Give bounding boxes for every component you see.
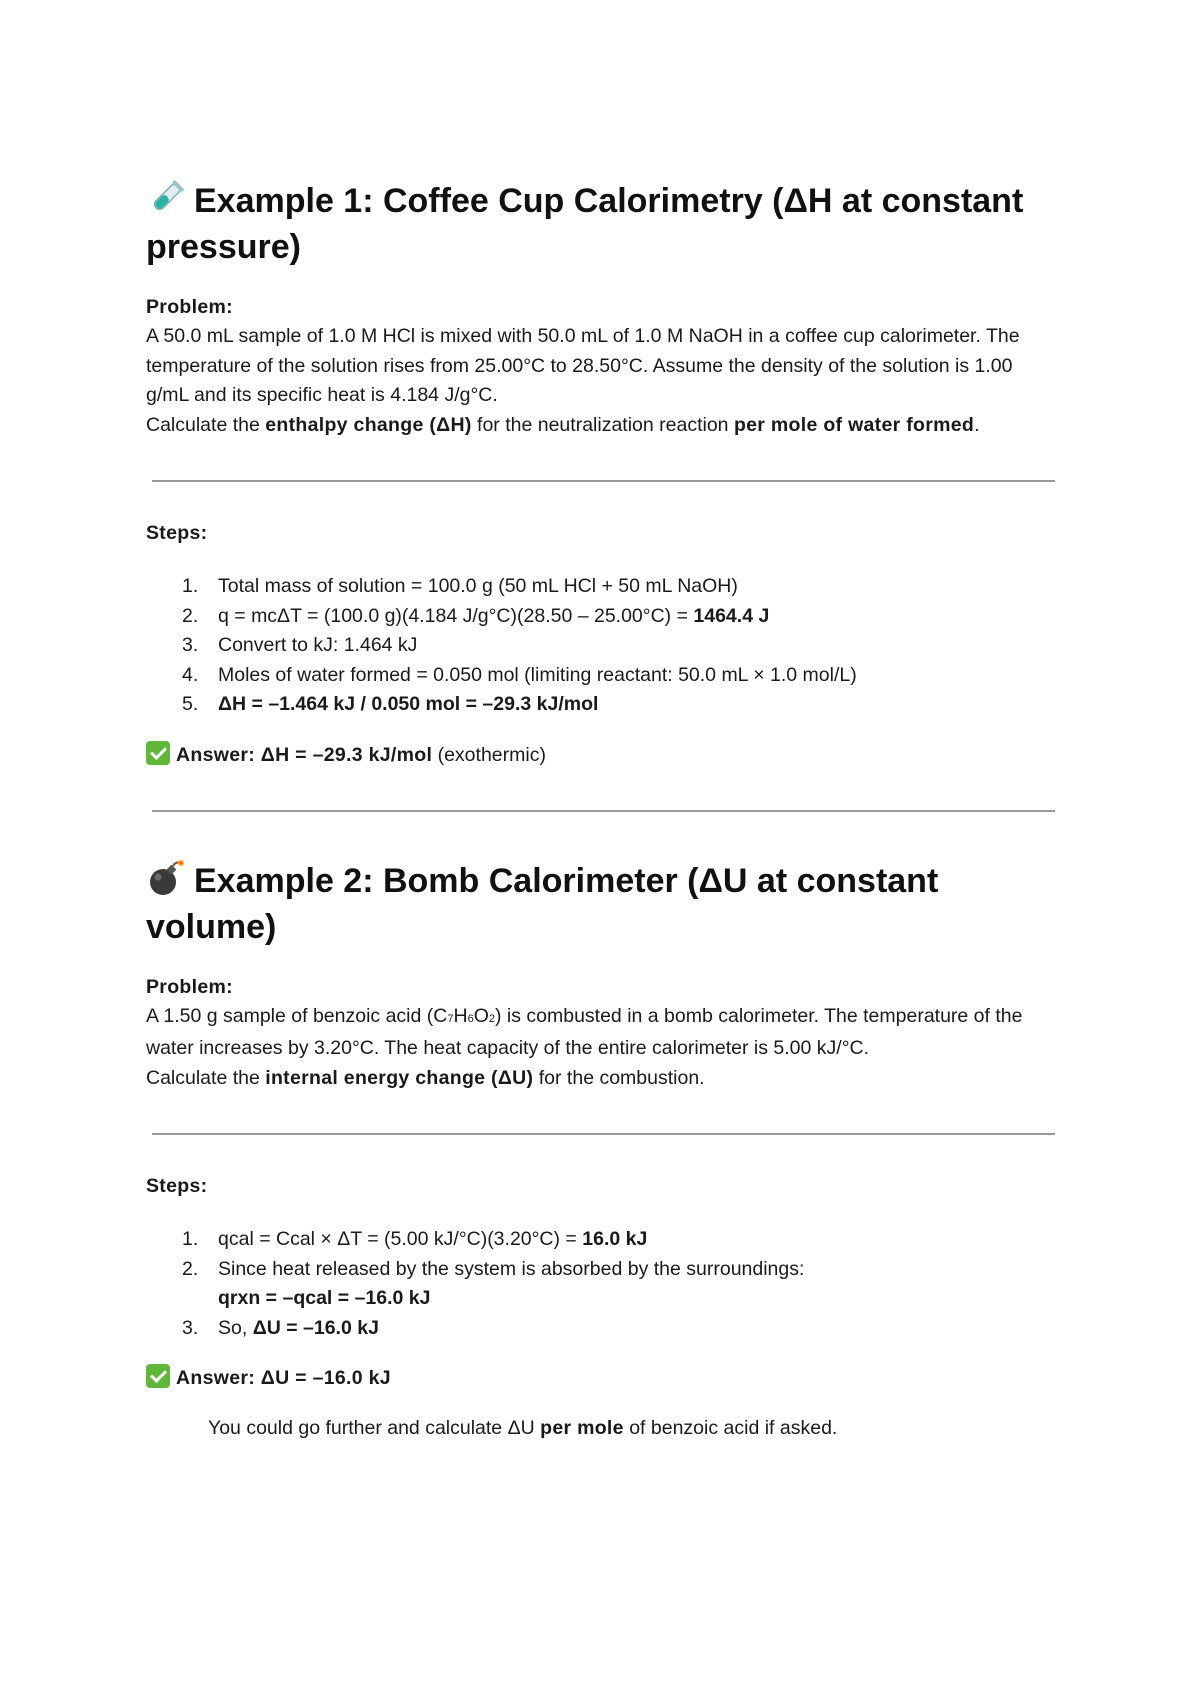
- list-item: 2. Since heat released by the system is absorbed by the surroundings: qrxn = –qcal = –16.0 kJ: [182, 1257, 805, 1309]
- list-item: 3. So, ΔU = –16.0 kJ: [182, 1316, 379, 1339]
- list-item: 2. q = mcΔT = (100.0 g)(4.184 J/g°C)(28.50 – 25.00°C) = 1464.4 J: [182, 604, 770, 627]
- example1-steps-list: [146, 572, 1055, 720]
- example1-title-line1: Example 1: Coffee Cup Calorimetry (ΔH at constant: [194, 182, 1024, 220]
- check-mark-icon: [146, 1364, 170, 1388]
- example2-calc-text: Calculate the internal energy change (ΔU) for the combustion.: [146, 1066, 705, 1089]
- list-item: 3. Convert to kJ: 1.464 kJ: [182, 634, 418, 656]
- example2-title-line2: volume): [146, 907, 277, 946]
- example1-heading: [146, 178, 1055, 270]
- test-tube-icon: [146, 178, 186, 218]
- example1-answer: Answer: ΔH = –29.3 kJ/mol (exothermic): [146, 740, 1055, 770]
- example1-calc-text: Calculate the enthalpy change (ΔH) for the neutralization reaction per mole of water formed.: [146, 413, 980, 436]
- example2-note: You could go further and calculate ΔU per mole of benzoic acid if asked.: [208, 1417, 838, 1439]
- example2-problem-label: Problem:: [146, 975, 233, 998]
- list-item: 5. ΔH = –1.464 kJ / 0.050 mol = –29.3 kJ/mol: [182, 693, 599, 715]
- example2-title-line1: Example 2: Bomb Calorimeter (ΔU at constant: [194, 861, 939, 900]
- example2-steps-label: Steps:: [146, 1175, 208, 1197]
- example1-problem-label: Problem:: [146, 296, 233, 318]
- example1-title-line2: pressure): [146, 228, 301, 266]
- list-item: 1. qcal = Ccal × ΔT = (5.00 kJ/°C)(3.20°C) = 16.0 kJ: [182, 1228, 648, 1250]
- list-item: 4. Moles of water formed = 0.050 mol (limiting reactant: 50.0 mL × 1.0 mol/L): [182, 663, 857, 686]
- bomb-icon: [146, 858, 186, 898]
- list-item: 1. Total mass of solution = 100.0 g (50 mL HCl + 50 mL NaOH): [182, 575, 738, 597]
- example1-steps-label: Steps:: [146, 522, 208, 544]
- example2-heading: [146, 858, 1055, 950]
- check-mark-icon: [146, 741, 170, 765]
- example2-answer: Answer: ΔU = –16.0 kJ: [146, 1363, 1055, 1393]
- example2-steps-list: [146, 1225, 1055, 1343]
- example2-problem-text: A 1.50 g sample of benzoic acid (C7H6O2) is combusted in a bomb calorimeter. The temperature of the water increases by 3.20°C. The heat capacity of the entire calorimeter is 5.00 kJ/°C.: [146, 1004, 1023, 1059]
- example1-problem-text: A 50.0 mL sample of 1.0 M HCl is mixed with 50.0 mL of 1.0 M NaOH in a coffee cup calorimeter. The temperature of the solution rises from 25.00°C to 28.50°C. Assume the density of the solution is 1.00 g/mL and its specific heat is 4.184 J/g°C.: [146, 325, 1020, 406]
